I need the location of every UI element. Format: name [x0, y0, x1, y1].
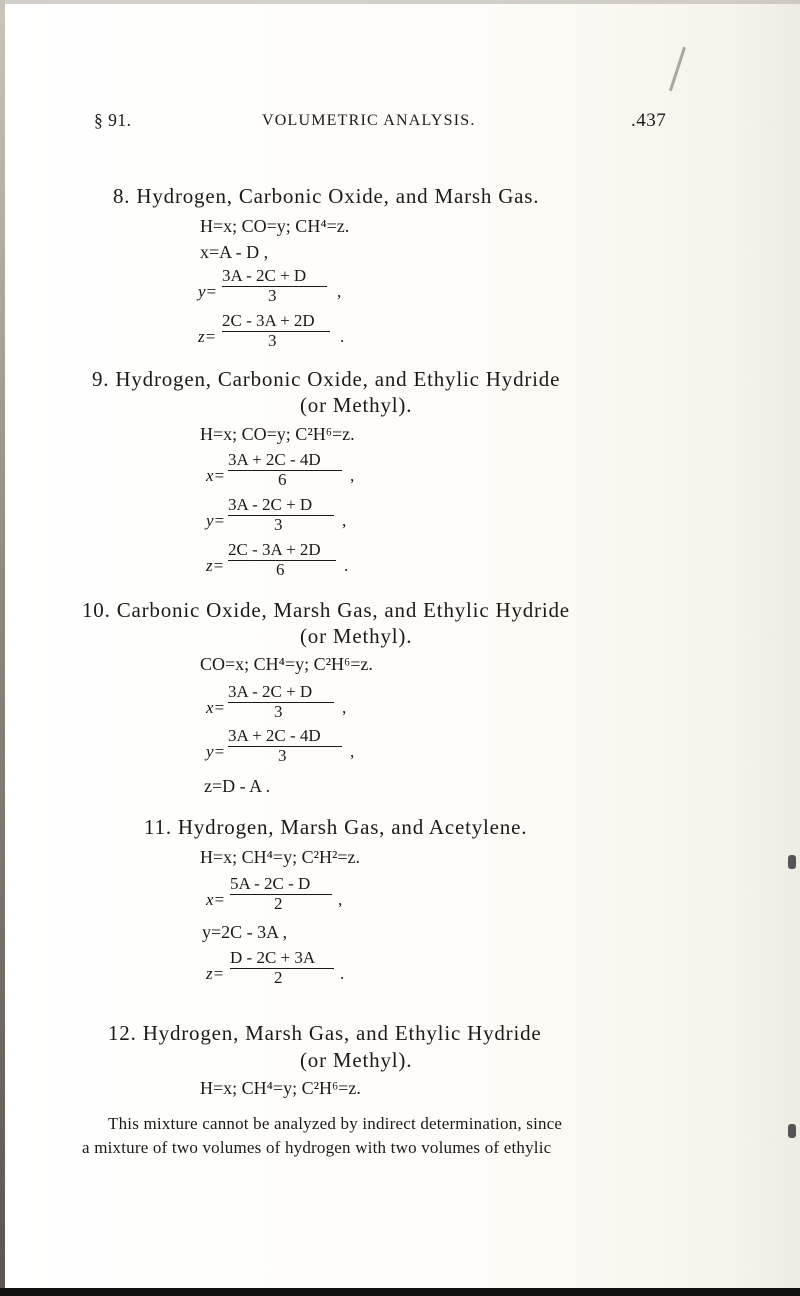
fraction-numerator: 3A + 2C - 4D	[228, 450, 321, 469]
fraction-denominator: 3	[278, 746, 287, 765]
fraction-numerator: 3A - 2C + D	[228, 682, 313, 701]
item-10-y-comma: ,	[350, 742, 355, 761]
fraction-denominator: 3	[268, 286, 277, 305]
item-8-y-lhs: y=	[198, 282, 218, 301]
item-9-y-fraction	[228, 495, 334, 535]
fraction-numerator: 5A - 2C - D	[230, 874, 311, 893]
item-9-z-fraction	[228, 540, 336, 580]
item-10-subheading: (or Methyl).	[300, 624, 413, 648]
binding-mark	[788, 855, 796, 869]
item-9-z-period: .	[344, 556, 349, 575]
item-8-z-fraction	[222, 311, 330, 351]
fraction-denominator: 6	[276, 560, 285, 579]
item-10-definitions: CO=x; CH⁴=y; C²H⁶=z.	[200, 654, 373, 674]
item-9-x-lhs: x=	[206, 466, 226, 485]
section-number: § 91.	[94, 110, 132, 130]
fraction-denominator: 3	[268, 331, 277, 350]
fraction-numerator: 3A - 2C + D	[228, 495, 313, 514]
item-11-x-fraction	[230, 874, 332, 914]
item-8-x-equation: x=A - D ,	[200, 242, 269, 262]
item-9-y-comma: ,	[342, 511, 347, 530]
page-top-shadow	[0, 0, 800, 4]
item-9-definitions: H=x; CO=y; C²H⁶=z.	[200, 424, 355, 444]
fraction-numerator: 3A + 2C - 4D	[228, 726, 321, 745]
item-12-subheading: (or Methyl).	[300, 1048, 413, 1072]
fraction-denominator: 2	[274, 968, 283, 987]
page-left-edge	[0, 0, 5, 1296]
item-11-definitions: H=x; CH⁴=y; C²H²=z.	[200, 847, 361, 867]
item-10-x-lhs: x=	[206, 698, 226, 717]
item-10-heading: 10. Carbonic Oxide, Marsh Gas, and Ethylic Hydride	[82, 598, 570, 622]
item-10-y-lhs: y=	[206, 742, 226, 761]
binding-mark	[788, 1124, 796, 1138]
item-9-heading: 9. Hydrogen, Carbonic Oxide, and Ethylic Hydride	[92, 367, 561, 391]
pencil-mark	[669, 47, 686, 92]
item-11-z-fraction	[230, 948, 334, 988]
fraction-denominator: 3	[274, 515, 283, 534]
item-12-definitions: H=x; CH⁴=y; C²H⁶=z.	[200, 1078, 361, 1098]
page-number: .437	[631, 110, 667, 131]
item-10-x-fraction	[228, 682, 334, 722]
item-11-heading: 11. Hydrogen, Marsh Gas, and Acetylene.	[144, 815, 528, 839]
item-8-y-comma: ,	[337, 282, 342, 301]
fraction-numerator: 2C - 3A + 2D	[222, 311, 315, 330]
item-12-paragraph-line-2: a mixture of two volumes of hydrogen with two volumes of ethylic	[82, 1138, 552, 1157]
item-9-y-lhs: y=	[206, 511, 226, 530]
fraction-denominator: 6	[278, 470, 287, 489]
item-8-z-period: .	[340, 327, 345, 346]
fraction-denominator: 3	[274, 702, 283, 721]
item-8-definitions: H=x; CO=y; CH⁴=z.	[200, 216, 350, 236]
item-12-heading: 12. Hydrogen, Marsh Gas, and Ethylic Hydride	[108, 1021, 542, 1045]
item-11-z-period: .	[340, 964, 345, 983]
item-8-z-lhs: z=	[198, 327, 217, 346]
item-11-y-equation: y=2C - 3A ,	[202, 922, 288, 942]
item-9-x-comma: ,	[350, 466, 355, 485]
fraction-numerator: D - 2C + 3A	[230, 948, 316, 967]
item-11-z-lhs: z=	[206, 964, 225, 983]
fraction-denominator: 2	[274, 894, 283, 913]
item-11-x-comma: ,	[338, 890, 343, 909]
fraction-numerator: 3A - 2C + D	[222, 266, 307, 285]
item-8-y-fraction	[222, 266, 327, 306]
item-10-x-comma: ,	[342, 698, 347, 717]
item-9-x-fraction	[228, 450, 342, 490]
item-10-z-equation: z=D - A .	[204, 776, 271, 796]
page-bottom-edge	[0, 1288, 800, 1296]
item-9-subheading: (or Methyl).	[300, 393, 413, 417]
item-10-y-fraction	[228, 726, 342, 766]
item-11-x-lhs: x=	[206, 890, 226, 909]
running-title: VOLUMETRIC ANALYSIS.	[262, 112, 476, 129]
fraction-numerator: 2C - 3A + 2D	[228, 540, 321, 559]
item-8-heading: 8. Hydrogen, Carbonic Oxide, and Marsh Gas.	[113, 184, 540, 208]
item-12-paragraph-line-1: This mixture cannot be analyzed by indirect determination, since	[108, 1114, 563, 1133]
item-9-z-lhs: z=	[206, 556, 225, 575]
